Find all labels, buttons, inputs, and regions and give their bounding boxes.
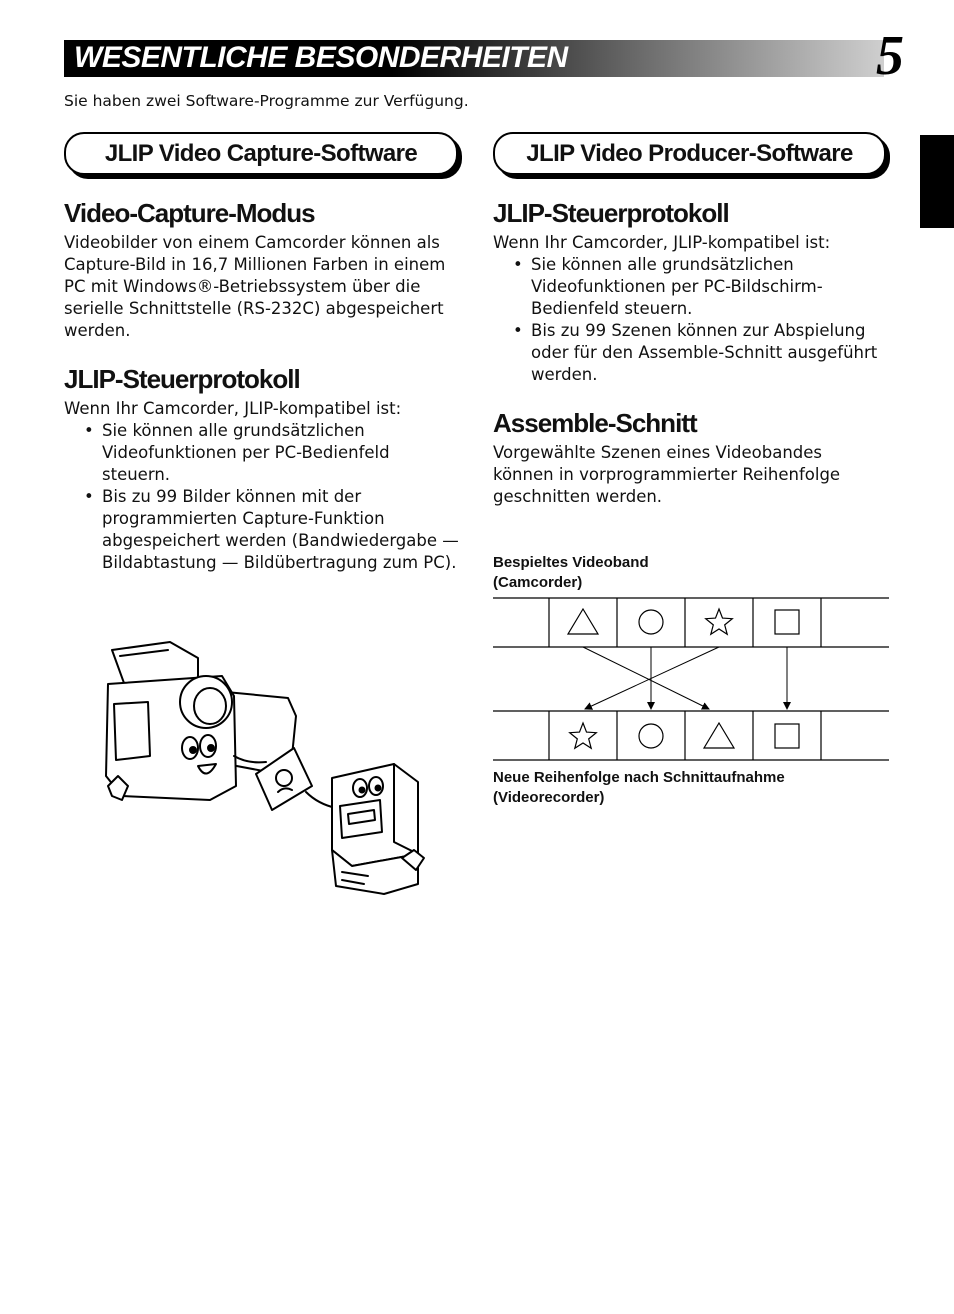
paragraph-video-capture: Videobilder von einem Camcorder können als Capture-Bild in 16,7 Millionen Farben in einem PC mit Windows®-Betriebssystem über die serielle Schnittstelle (RS-232C) abgespeichert werden. (64, 233, 446, 340)
right-column (493, 198, 893, 508)
list-item (493, 254, 891, 320)
page-number: 5 (876, 25, 904, 87)
bullet-text: Sie können alle grundsätzlichen Videofunktionen per PC-Bildschirm-Bedienfeld steuern. (531, 255, 823, 318)
diagram-source-label-line2: (Camcorder) (493, 574, 583, 591)
source-tape (493, 598, 889, 647)
diagram-result-label-line2: (Videorecorder) (493, 789, 605, 806)
bullet-dot: • (84, 487, 94, 506)
square-scene-icon (775, 724, 799, 748)
circle-scene-icon (639, 610, 663, 634)
language-tab-marker (920, 135, 954, 228)
diagram-source-label (493, 553, 649, 593)
star-scene-icon (706, 609, 733, 634)
square-scene-icon (775, 610, 799, 634)
list-item (64, 420, 462, 486)
bullet-dot: • (513, 255, 523, 274)
paragraph-assemble-edit: Vorgewählte Szenen eines Videobandes können in vorprogrammierter Reihenfolge geschnitten werden. (493, 443, 841, 506)
star-scene-icon (570, 723, 597, 748)
triangle-scene-icon (704, 723, 734, 748)
paragraph-jlip-right: Wenn Ihr Camcorder, JLIP-kompatibel ist: (493, 233, 831, 252)
result-tape (493, 711, 889, 760)
heading-jlip-protocol-left: JLIP-Steuerprotokoll (64, 364, 300, 394)
reorder-arrows (583, 647, 787, 709)
arrow-star (585, 647, 719, 709)
assemble-edit-diagram (493, 596, 893, 766)
heading-video-capture-mode: Video-Capture-Modus (64, 198, 315, 228)
left-column (64, 198, 464, 574)
arrow-triangle (583, 647, 709, 709)
section-title-capture-software: JLIP Video Capture-Software (64, 132, 458, 175)
camcorder-pc-mascot-illustration (98, 636, 434, 898)
bullet-text: Sie können alle grundsätzlichen Videofunktionen per PC-Bedienfeld steuern. (102, 421, 390, 484)
intro-text: Sie haben zwei Software-Programme zur Verfügung. (64, 92, 469, 110)
source-scenes (568, 609, 799, 634)
circle-scene-icon (639, 724, 663, 748)
result-scenes (570, 723, 799, 748)
page-title: WESENTLICHE BESONDERHEITEN (74, 41, 568, 74)
diagram-source-label-line1: Bespieltes Videoband (493, 554, 649, 571)
bullet-dot: • (84, 421, 94, 440)
heading-assemble-edit: Assemble-Schnitt (493, 408, 697, 438)
heading-jlip-protocol-right: JLIP-Steuerprotokoll (493, 198, 729, 228)
bullet-text: Bis zu 99 Szenen können zur Abspielung oder für den Assemble-Schnitt ausgeführt werden. (531, 321, 878, 384)
diagram-result-label (493, 768, 785, 808)
bullet-text: Bis zu 99 Bilder können mit der programmierten Capture-Funktion abgespeichert werden (Bandwiedergabe — Bildabtastung — Bildübertragung zum PC). (102, 487, 459, 572)
diagram-result-label-line1: Neue Reihenfolge nach Schnittaufnahme (493, 769, 785, 786)
list-item (493, 320, 891, 386)
bullet-dot: • (513, 321, 523, 340)
section-title-producer-software: JLIP Video Producer-Software (493, 132, 886, 175)
paragraph-jlip-left: Wenn Ihr Camcorder, JLIP-kompatibel ist: (64, 399, 402, 418)
triangle-scene-icon (568, 609, 598, 634)
list-item (64, 486, 462, 574)
